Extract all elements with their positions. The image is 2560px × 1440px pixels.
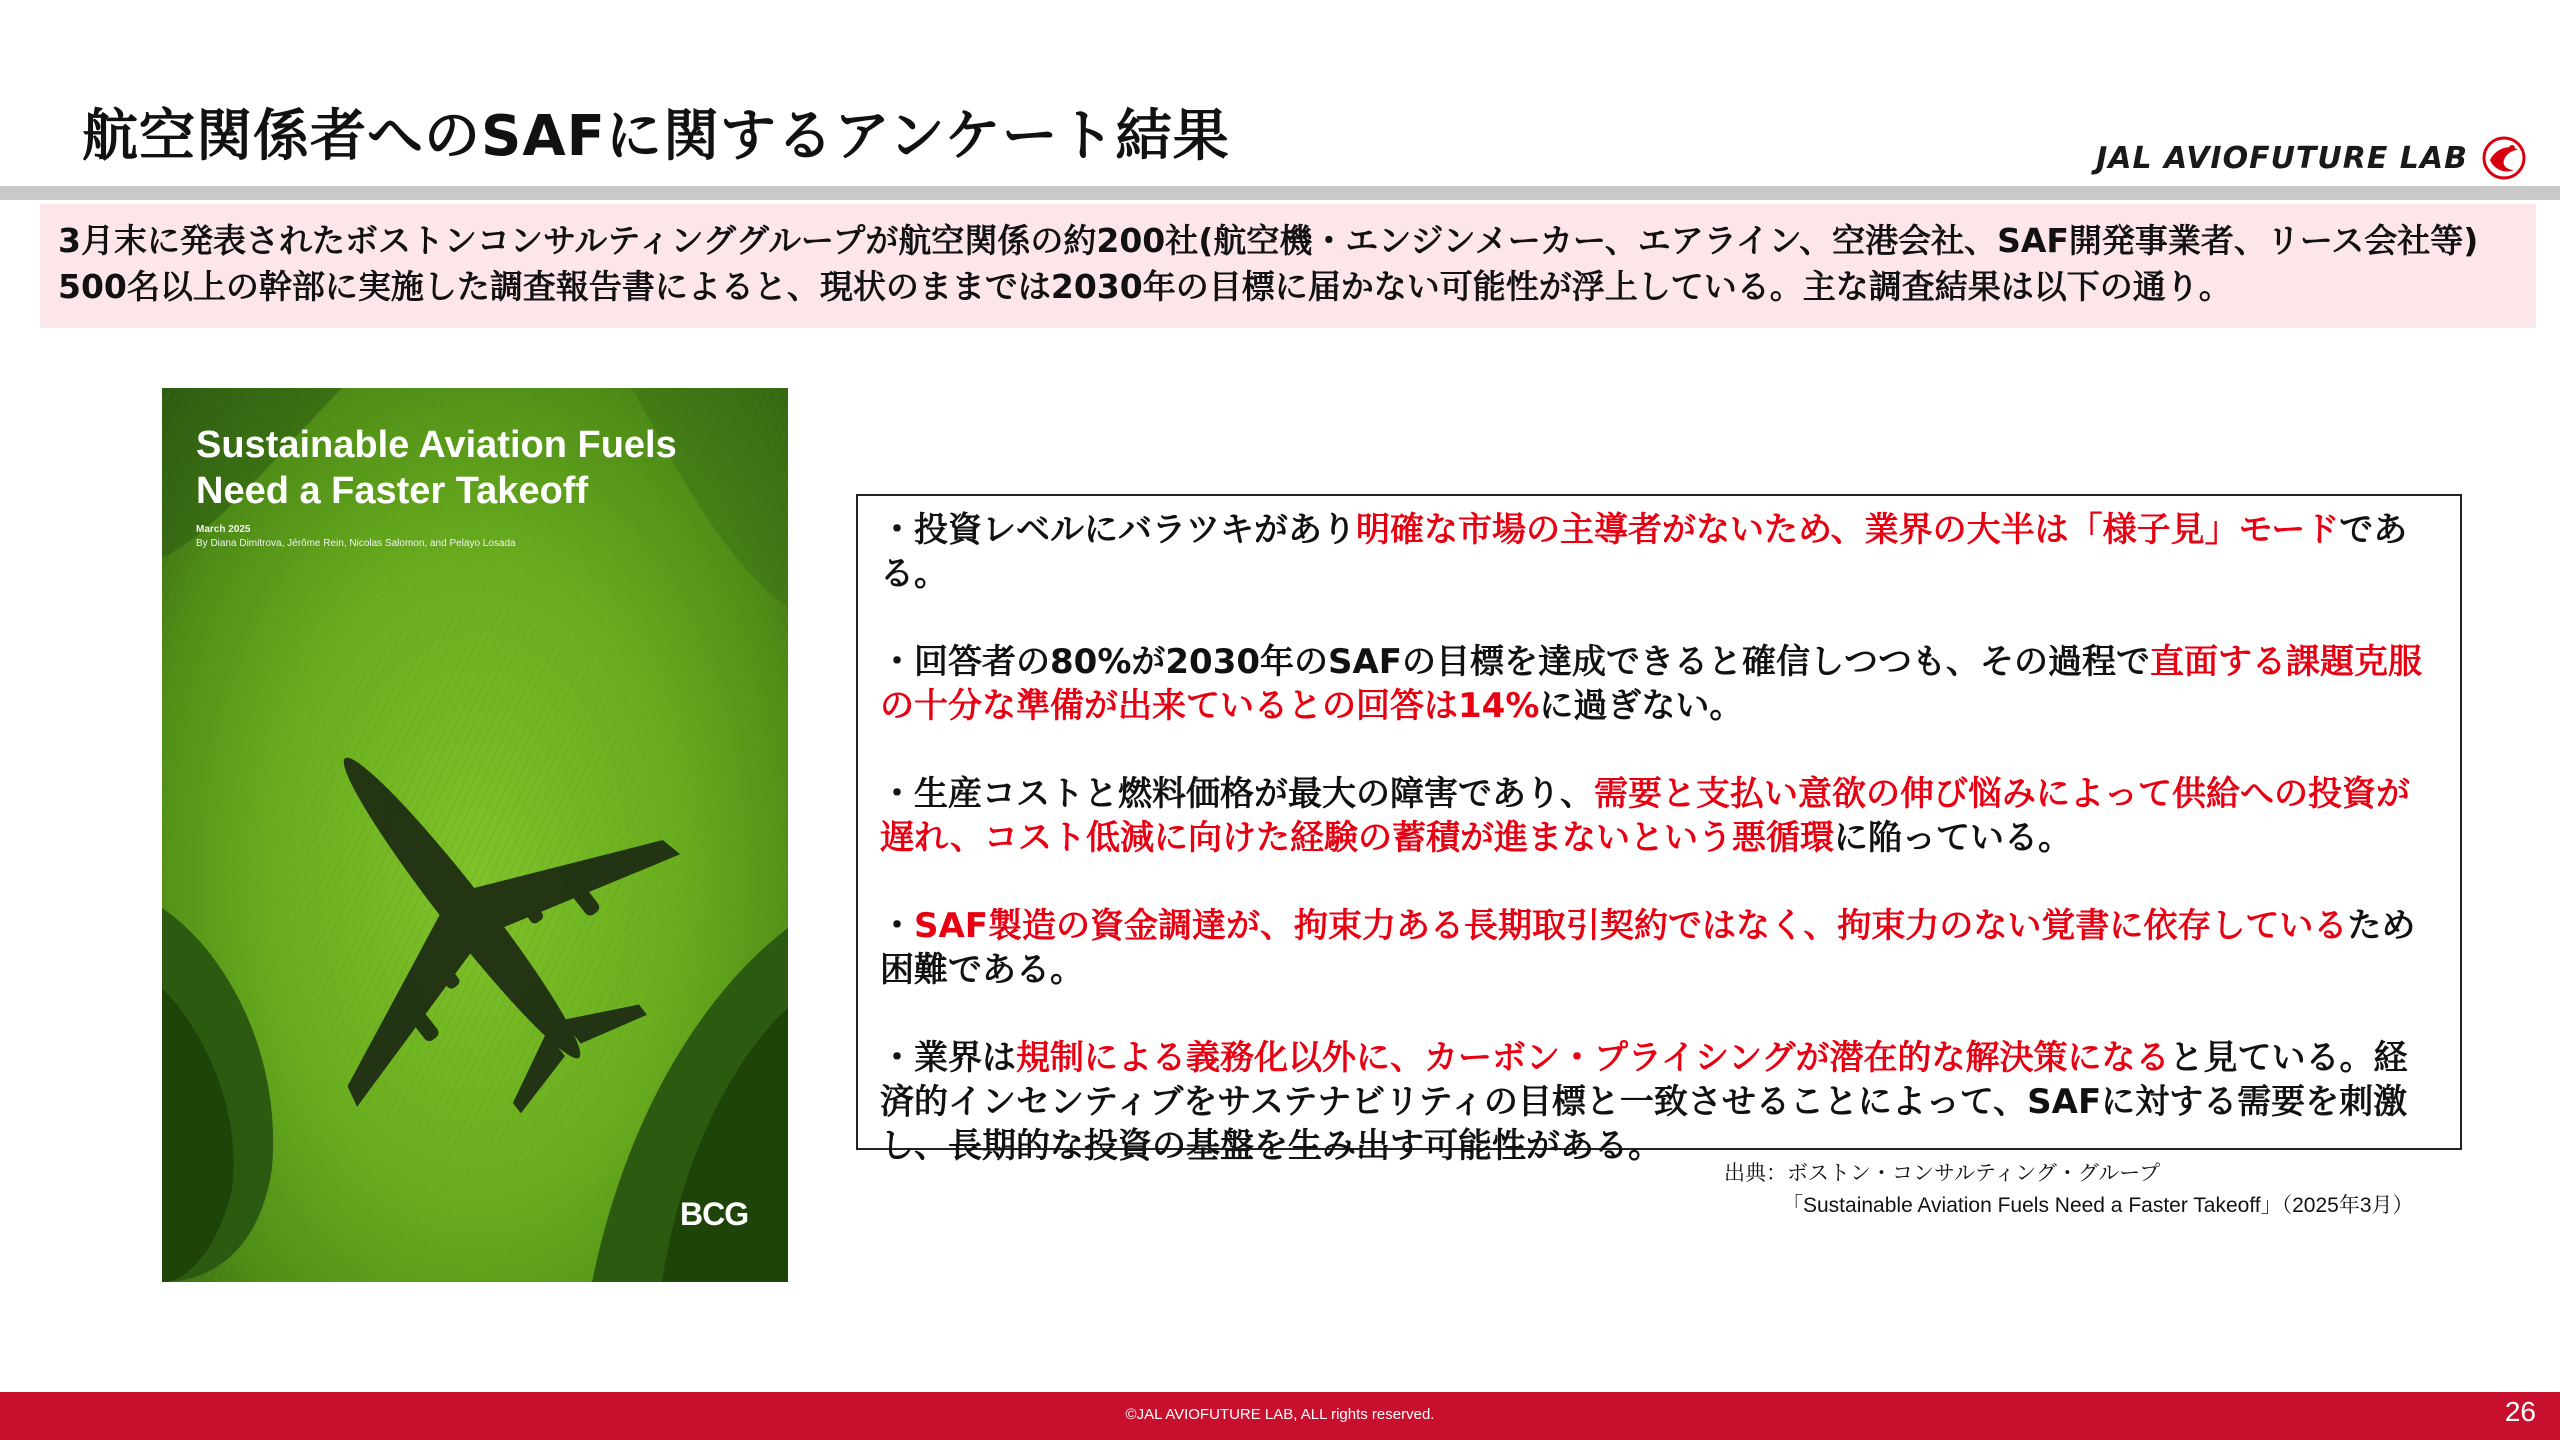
- intro-box: [40, 204, 2536, 328]
- finding-text: ・回答者の80%が2030年のSAFの目標を達成できると確信しつつも、その過程で: [880, 642, 2151, 682]
- cover-title-line-1: Sustainable Aviation Fuels: [196, 424, 677, 466]
- cover-landscape: [162, 388, 788, 1282]
- finding-item: [880, 508, 2440, 596]
- findings-box: [856, 494, 2462, 1166]
- finding-item: [880, 904, 2440, 992]
- brand-logo: [2096, 136, 2526, 180]
- cover-title-line-2: Need a Faster Takeoff: [196, 470, 589, 512]
- bcg-logo: BCG: [680, 1196, 749, 1232]
- intro-line-2: 500名以上の幹部に実施した調査報告書によると、現状のままでは2030年の目標に届かない可能性が浮上している。主な調査結果は以下の通り。: [58, 267, 2232, 306]
- finding-highlight: SAF製造の資金調達が、拘束力ある長期取引契約ではなく、拘束力のない覚書に依存している: [914, 906, 2348, 946]
- cover-title: [196, 422, 756, 514]
- finding-highlight: 需要と支払い意欲の伸び悩みによって供給への投資が遅れ、コスト低減に向けた経験の蓄積が進まないという悪循環: [880, 774, 2410, 858]
- header-divider: [0, 186, 2560, 200]
- finding-text: ・業界は: [880, 1038, 1016, 1078]
- finding-highlight: 明確な市場の主導者がないため、業界の大半は「様子見」モード: [1356, 510, 2340, 550]
- crane-logo-icon: [2482, 136, 2526, 180]
- finding-item: [880, 1036, 2440, 1168]
- finding-text: ため困難である。: [880, 906, 2416, 990]
- page-number: 26: [2504, 1396, 2536, 1427]
- finding-text: に過ぎない。: [1539, 686, 1744, 726]
- finding-item: [880, 640, 2440, 728]
- intro-line-1: 3月末に発表されたボストンコンサルティンググループが航空関係の約200社(航空機・エンジンメーカー、エアライン、空港会社、SAF開発事業者、リース会社等): [58, 221, 2479, 260]
- finding-highlight: 直面する課題克服の十分な準備が出来ているとの回答は14%: [880, 642, 2423, 726]
- cover-date: March 2025: [196, 524, 251, 535]
- finding-text: である。: [880, 510, 2408, 594]
- footer-bar: [0, 1392, 2560, 1440]
- copyright: ©JAL AVIOFUTURE LAB, ALL rights reserved.: [1125, 1406, 1435, 1423]
- source-line-2: 「Sustainable Aviation Fuels Need a Faster Takeoff」（2025年3月）: [1782, 1194, 2414, 1217]
- finding-highlight: 規制による義務化以外に、カーボン・プライシングが潜在的な解決策になる: [1016, 1038, 2170, 1078]
- finding-text: ・生産コストと燃料価格が最大の障害であり、: [880, 774, 1594, 814]
- finding-text: ・投資レベルにバラツキがあり: [880, 510, 1356, 550]
- source-line-1: 出典：ボストン・コンサルティング・グループ: [1724, 1162, 2161, 1185]
- brand-name: JAL AVIOFUTURE LAB: [2096, 140, 2468, 176]
- finding-text: と見ている。経済的インセンティブをサステナビリティの目標と一致させることによって、SAFに対する需要を刺激し、長期的な投資の基盤を生み出す可能性がある。: [880, 1038, 2408, 1166]
- finding-text: ・: [880, 906, 914, 946]
- finding-item: [880, 772, 2440, 860]
- report-cover-image: [162, 388, 788, 1282]
- finding-text: に陥っている。: [1834, 818, 2073, 858]
- page-title: 航空関係者へのSAFに関するアンケート結果: [82, 104, 1230, 169]
- source-citation: [1724, 1158, 2524, 1222]
- cover-authors: By Diana Dimitrova, Jérôme Rein, Nicolas Salomon, and Pelayo Losada: [196, 538, 516, 549]
